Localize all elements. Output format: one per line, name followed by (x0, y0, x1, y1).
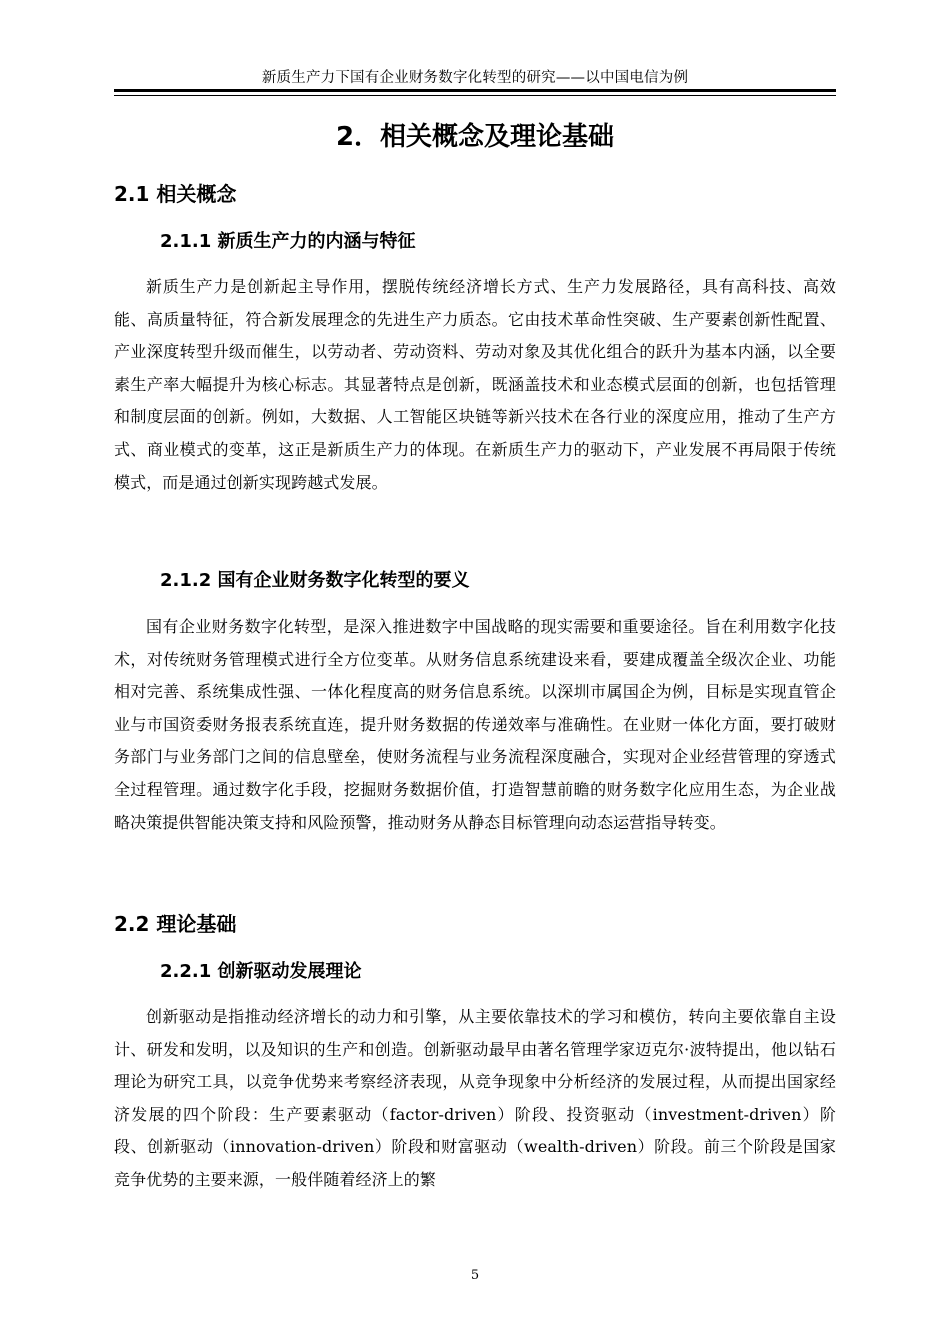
paragraph-2-2-1: 创新驱动是指推动经济增长的动力和引擎，从主要依靠技术的学习和模仿，转向主要依靠自主设计、研发和发明，以及知识的生产和创造。创新驱动最早由著名管理学家迈克尔·波特提出，他以钻石理论为研究工具，以竞争优势来考察经济表现，从竞争现象中分析经济的发展过程，从而提出国家经济发展的四个阶段：生产要素驱动（factor-driven）阶段、投资驱动（investment-driven）阶段、创新驱动（innovation-driven）阶段和财富驱动（wealth-driven）阶段。前三个阶段是国家竞争优势的主要来源，一般伴随着经济上的繁 (114, 1007, 836, 1189)
paragraph-2-1-1: 新质生产力是创新起主导作用，摆脱传统经济增长方式、生产力发展路径，具有高科技、高效能、高质量特征，符合新发展理念的先进生产力质态。它由技术革命性突破、生产要素创新性配置、产业深度转型升级而催生，以劳动者、劳动资料、劳动对象及其优化组合的跃升为基本内涵，以全要素生产率大幅提升为核心标志。其显著特点是创新，既涵盖技术和业态模式层面的创新，也包括管理和制度层面的创新。例如，大数据、人工智能区块链等新兴技术在各行业的深度应用，推动了生产方式、商业模式的变革，这正是新质生产力的体现。在新质生产力的驱动下，产业发展不再局限于传统模式，而是通过创新实现跨越式发展。 (114, 277, 836, 492)
paragraph-2-1-2: 国有企业财务数字化转型，是深入推进数字中国战略的现实需要和重要途径。旨在利用数字化技术，对传统财务管理模式进行全方位变革。从财务信息系统建设来看，要建成覆盖全级次企业、功能相对完善、系统集成性强、一体化程度高的财务信息系统。以深圳市属国企为例，目标是实现直管企业与市国资委财务报表系统直连，提升财务数据的传递效率与准确性。在业财一体化方面，要打破财务部门与业务部门之间的信息壁垒，使财务流程与业务流程深度融合，实现对企业经营管理的穿透式全过程管理。通过数字化手段，挖掘财务数据价值，打造智慧前瞻的财务数字化应用生态，为企业战略决策提供智能决策支持和风险预警，推动财务从静态目标管理向动态运营指导转变。 (114, 617, 836, 832)
section-heading-2-1: 2.1 相关概念 (114, 182, 237, 206)
subsection-heading-2-2-1: 2.2.1 创新驱动发展理论 (160, 961, 362, 982)
header-rule-thin (114, 95, 836, 96)
page-number: 5 (470, 1268, 480, 1283)
subsection-heading-2-1-1: 2.1.1 新质生产力的内涵与特征 (160, 231, 416, 252)
header-rule-thick (114, 89, 836, 92)
chapter-title: 2．相关概念及理论基础 (335, 122, 615, 152)
subsection-heading-2-1-2: 2.1.2 国有企业财务数字化转型的要义 (160, 570, 470, 591)
section-heading-2-2: 2.2 理论基础 (114, 912, 237, 936)
running-header: 新质生产力下国有企业财务数字化转型的研究——以中国电信为例 (261, 70, 689, 86)
